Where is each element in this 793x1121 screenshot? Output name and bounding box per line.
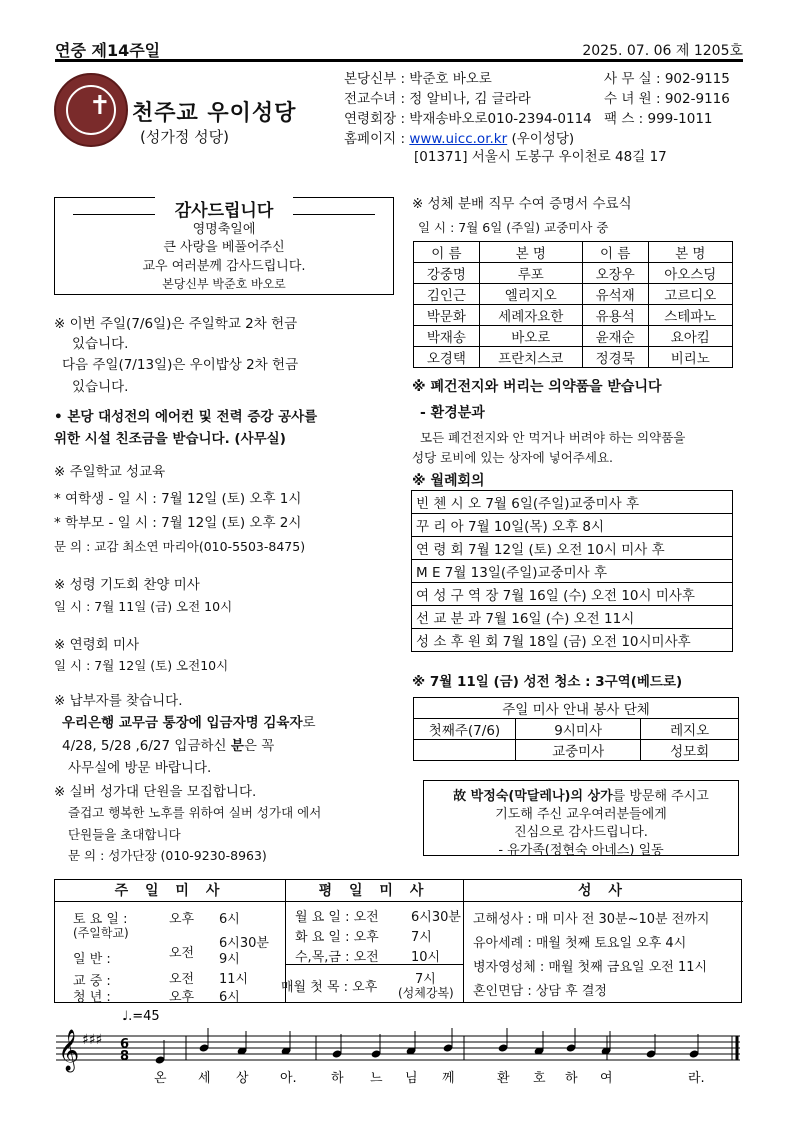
youth-label: 청 년 : — [73, 990, 111, 1005]
donor-emph: 분 — [230, 738, 244, 754]
lyric-syllable: 호 — [533, 1071, 546, 1086]
section-heading: ※ 폐건전지와 버리는 의약품을 받습니다 — [412, 379, 662, 395]
meeting-time: 7월 13일(주일)교중미사 후 — [444, 565, 608, 581]
general-label: 일 반 : — [73, 952, 111, 967]
thanks-line: 교우 여러분께 감사드립니다. — [142, 259, 306, 274]
collection-notice: 있습니다. — [72, 379, 129, 395]
table-cell: 강중명 — [414, 263, 480, 284]
donor-line — [62, 734, 274, 754]
table-cell: 박재송 — [414, 326, 480, 347]
collection-notice: ※ 이번 주일(7/6일)은 주일학교 2차 헌금 — [54, 316, 298, 332]
youth-hour: 6시 — [219, 990, 240, 1005]
sat-time: 오후 — [169, 912, 195, 927]
table-row — [412, 491, 733, 514]
table-cell: 스테파노 — [648, 305, 732, 326]
table-cell: 루포 — [479, 263, 582, 284]
section-heading: ※ 성령 기도회 찬양 미사 — [54, 577, 200, 593]
choir-line: 단원들을 초대합니다 — [68, 827, 181, 842]
fax-number: 팩 스 : 999-1011 — [604, 111, 713, 127]
table-cell — [412, 606, 733, 629]
section-heading: ※ 주일학교 성교육 — [54, 464, 166, 480]
table-header: 이 름 — [582, 242, 648, 263]
choir-line: 즐겁고 행복한 노후를 위하여 실버 성가대 에서 — [68, 805, 322, 820]
music-staff — [54, 1010, 742, 1090]
lyric-syllable: 하 — [331, 1071, 344, 1086]
table-cell: 아오스딩 — [648, 263, 732, 284]
table-cell: 첫째주(7/6) — [414, 719, 516, 740]
table-cell — [412, 560, 733, 583]
lyrics — [154, 1070, 705, 1086]
cert-date: 일 시 : 7월 6일 (주일) 교중미사 중 — [418, 220, 609, 235]
wed-hour: 10시 — [411, 950, 441, 965]
lyric-syllable: 느 — [370, 1071, 383, 1086]
time-sig-top: 6 — [120, 1037, 130, 1052]
first-thu-note: (성체강복) — [398, 986, 454, 1000]
table-row — [414, 326, 733, 347]
meeting-group: 성 소 후 원 회 — [416, 634, 499, 650]
donor-line — [62, 711, 316, 731]
meeting-group: M E — [416, 565, 441, 581]
fund-notice: • 본당 대성전의 에어컨 및 전력 증강 공사를 — [54, 409, 318, 425]
issue-date: 2025. 07. 06 제 1205호 — [582, 43, 743, 59]
meeting-group: 꾸 리 아 — [416, 519, 464, 535]
meeting-table — [411, 490, 733, 652]
table-row — [414, 347, 733, 368]
funeral-line: 기도해 주신 교우여러분들에게 — [495, 807, 667, 822]
table-header: 본 명 — [479, 242, 582, 263]
table-header: 주일 미사 안내 봉사 단체 — [414, 698, 739, 719]
mon-hour: 6시30분 — [411, 910, 461, 925]
collection-notice: 다음 주일(7/13일)은 우이밥상 2차 헌금 — [62, 357, 299, 373]
table-cell: 프란치스코 — [479, 347, 582, 368]
battery-line: 모든 폐건전지와 안 먹거나 버려야 하는 의약품을 — [420, 430, 686, 445]
lyric-syllable: 라. — [688, 1071, 705, 1086]
edu-students: * 여학생 - 일 시 : 7월 12일 (토) 오후 1시 — [54, 491, 302, 507]
clean-area: 3구역(베드로) — [595, 674, 683, 690]
address-line: [01371] 서울시 도봉구 우이천로 48길 17 — [414, 149, 667, 165]
homepage-line — [344, 130, 574, 149]
general-time: 오전 — [169, 946, 195, 961]
sisters-line: 전교수녀 : 정 알비나, 김 글라라 — [344, 91, 531, 107]
meeting-group: 연 령 회 — [416, 542, 464, 558]
lyric-syllable: 아. — [280, 1071, 297, 1086]
lyric-syllable: 하 — [565, 1071, 578, 1086]
lyric-syllable: 환 — [497, 1071, 510, 1086]
homepage-name: (우이성당) — [511, 131, 575, 147]
table-cell: 유용석 — [582, 305, 648, 326]
school-hour: 11시 — [219, 972, 249, 987]
convent-phone: 수 녀 원 : 902-9116 — [604, 91, 730, 107]
thanks-line: 영명축일에 — [192, 222, 256, 237]
sat-note: (주일학교) — [73, 926, 129, 940]
tempo-mark: ♩.=45 — [122, 1010, 160, 1024]
council-line: 연령회장 : 박재송바오로010-2394-0114 — [344, 111, 592, 127]
weekday-mass-title: 평 일 미 사 — [285, 880, 463, 902]
header-bar — [55, 36, 743, 62]
thanks-box — [54, 197, 394, 295]
table-cell: 김인근 — [414, 284, 480, 305]
table-cell: 박문화 — [414, 305, 480, 326]
meeting-group: 빈 첸 시 오 — [416, 496, 482, 512]
homepage-label: 홈페이지 : — [344, 131, 406, 147]
lyric-syllable: 여 — [600, 1071, 613, 1086]
table-cell: 엘리지오 — [479, 284, 582, 305]
notes — [155, 1028, 700, 1065]
meeting-time: 7월 6일(주일)교중미사 후 — [485, 496, 640, 512]
baptism-info: 유아세례 : 매월 첫째 토요일 오후 4시 — [473, 936, 687, 951]
table-cell — [412, 537, 733, 560]
table-cell: 요아킴 — [648, 326, 732, 347]
table-row — [412, 583, 733, 606]
general-hour: 6시30분 — [219, 936, 269, 951]
meeting-group: 선 교 분 과 — [416, 611, 482, 627]
staff-svg — [54, 1010, 742, 1090]
first-thu-hour: 7시 — [415, 972, 436, 987]
funeral-name: 故 박정숙(막달레나)의 상가 — [453, 789, 613, 804]
fund-notice: 위한 시설 친조금을 받습니다. (사무실) — [54, 431, 286, 447]
table-row — [412, 560, 733, 583]
lyric-syllable: 온 — [154, 1071, 167, 1086]
funeral-thanks-box — [423, 780, 739, 856]
church-subtitle: (성가정 성당) — [140, 128, 229, 146]
table-cell: 레지오 — [641, 719, 739, 740]
school-label: 교 중 : — [73, 974, 111, 989]
divider — [463, 880, 464, 1002]
table-cell: 세례자요한 — [479, 305, 582, 326]
marriage-info: 혼인면담 : 상담 후 결정 — [473, 984, 607, 999]
table-row — [414, 284, 733, 305]
mon-label: 월 요 일 : 오전 — [295, 910, 379, 925]
funeral-line — [424, 785, 738, 804]
collection-notice: 있습니다. — [72, 336, 129, 352]
spirit-date: 일 시 : 7월 11일 (금) 오전 10시 — [54, 599, 233, 614]
donor-line: 사무실에 방문 바랍니다. — [68, 760, 212, 776]
table-row — [414, 740, 739, 761]
table-cell: 정경묵 — [582, 347, 648, 368]
table-cell — [412, 583, 733, 606]
table-row — [412, 514, 733, 537]
battery-sub: - 환경분과 — [420, 405, 485, 421]
meeting-time: 7월 10일(목) 오후 8시 — [468, 519, 605, 535]
table-cell: 오장우 — [582, 263, 648, 284]
meeting-group: 여 성 구 역 장 — [416, 588, 499, 604]
lyric-syllable: 께 — [442, 1071, 455, 1086]
church-logo — [54, 73, 128, 147]
clean-notice — [412, 670, 682, 690]
lyric-syllable: 님 — [405, 1071, 418, 1086]
table-cell: 고르디오 — [648, 284, 732, 305]
choir-contact: 문 의 : 성가단장 (010-9230-8963) — [68, 848, 267, 863]
donor-dates: 4/28, 5/28 ,6/27 입금하신 — [62, 738, 231, 754]
treble-clef-icon: 𝄞 — [58, 1030, 80, 1071]
table-cell — [412, 629, 733, 652]
table-cell: 유석재 — [582, 284, 648, 305]
table-cell: 성모회 — [641, 740, 739, 761]
battery-line: 성당 로비에 있는 상자에 넣어주세요. — [412, 450, 613, 465]
wed-label: 수,목,금 : 오전 — [295, 950, 379, 965]
section-heading: ※ 연령회 미사 — [54, 637, 140, 653]
table-cell — [412, 514, 733, 537]
table-cell: 윤재순 — [582, 326, 648, 347]
thanks-signature: 본당신부 박준호 바오로 — [162, 277, 286, 291]
general-hour: 9시 — [219, 952, 240, 967]
season-title: 연중 제14주일 — [55, 41, 161, 60]
funeral-line: 진심으로 감사드립니다. — [514, 825, 648, 840]
school-time: 오전 — [169, 972, 195, 987]
donor-name: 우리은행 교무금 통장에 입금자명 김육자 — [62, 715, 303, 731]
service-table — [413, 697, 739, 761]
edu-parents: * 학부모 - 일 시 : 7월 12일 (토) 오후 2시 — [54, 515, 302, 531]
thanks-title: 감사드립니다 — [155, 196, 293, 221]
section-heading: ※ 월례회의 — [412, 473, 485, 489]
table-header: 본 명 — [648, 242, 732, 263]
edu-contact: 문 의 : 교감 최소연 마리아(010-5503-8475) — [54, 539, 306, 554]
table-row — [414, 242, 733, 263]
donor-suffix: 로 — [302, 715, 316, 731]
first-thu-label: 매월 첫 목 : 오후 — [281, 980, 378, 995]
table-row — [414, 305, 733, 326]
meeting-time: 7월 12일 (토) 오전 10시 미사 후 — [468, 542, 665, 558]
section-heading: ※ 납부자를 찾습니다. — [54, 693, 183, 709]
sunday-mass-title: 주 일 미 사 — [55, 880, 285, 902]
meeting-time: 7월 16일 (수) 오전 11시 — [485, 611, 635, 627]
meeting-time: 7월 18일 (금) 오전 10시미사후 — [502, 634, 691, 650]
lyric-syllable: 세 — [198, 1071, 211, 1086]
funeral-signature: - 유가족(정현숙 아네스) 일동 — [498, 843, 664, 858]
office-phone: 사 무 실 : 902-9115 — [604, 71, 730, 87]
cert-table — [413, 241, 733, 368]
time-sig-bottom: 8 — [120, 1049, 130, 1064]
sat-label: 토 요 일 : — [73, 912, 128, 927]
confession-info: 고해성사 : 매 미사 전 30분~10분 전까지 — [473, 912, 710, 927]
table-row — [412, 537, 733, 560]
thanks-line: 큰 사랑을 베풀어주신 — [163, 240, 285, 255]
section-heading: ※ 성체 분배 직무 수여 증명서 수료식 — [412, 196, 632, 212]
church-name: 천주교 우이성당 — [132, 101, 297, 126]
table-cell: 오경택 — [414, 347, 480, 368]
sacrament-title: 성 사 — [463, 880, 743, 902]
sat-hour: 6시 — [219, 912, 240, 927]
table-cell: 비리노 — [648, 347, 732, 368]
table-cell — [412, 491, 733, 514]
pastor-line: 본당신부 : 박준호 바오로 — [344, 71, 492, 87]
homepage-link[interactable]: www.uicc.or.kr — [409, 131, 508, 147]
section-heading: ※ 실버 성가대 단원을 모집합니다. — [54, 784, 257, 800]
sick-communion-info: 병자영성체 : 매월 첫째 금요일 오전 11시 — [473, 960, 708, 975]
table-row — [412, 606, 733, 629]
table-row — [412, 629, 733, 652]
donor-tail: 은 꼭 — [243, 738, 275, 754]
clean-title: ※ 7월 11일 (금) 성전 청소 : — [412, 674, 596, 690]
divider — [285, 964, 463, 965]
table-row — [414, 263, 733, 284]
table-cell: 바오로 — [479, 326, 582, 347]
sharp-icon: ♯♯♯ — [82, 1032, 103, 1048]
tue-hour: 7시 — [411, 930, 432, 945]
table-header: 이 름 — [414, 242, 480, 263]
yr-date: 일 시 : 7월 12일 (토) 오전10시 — [54, 658, 229, 673]
table-row — [414, 698, 739, 719]
mass-schedule — [54, 879, 742, 1003]
table-cell: 교중미사 — [516, 740, 641, 761]
lyric-syllable: 상 — [236, 1071, 249, 1086]
table-cell: 9시미사 — [516, 719, 641, 740]
cross-icon: ✝ — [89, 91, 111, 121]
meeting-time: 7월 16일 (수) 오전 10시 미사후 — [502, 588, 695, 604]
tue-label: 화 요 일 : 오후 — [295, 930, 379, 945]
table-cell — [414, 740, 516, 761]
table-row — [414, 719, 739, 740]
youth-time: 오후 — [169, 990, 195, 1005]
funeral-text: 를 방문해 주시고 — [612, 789, 709, 804]
